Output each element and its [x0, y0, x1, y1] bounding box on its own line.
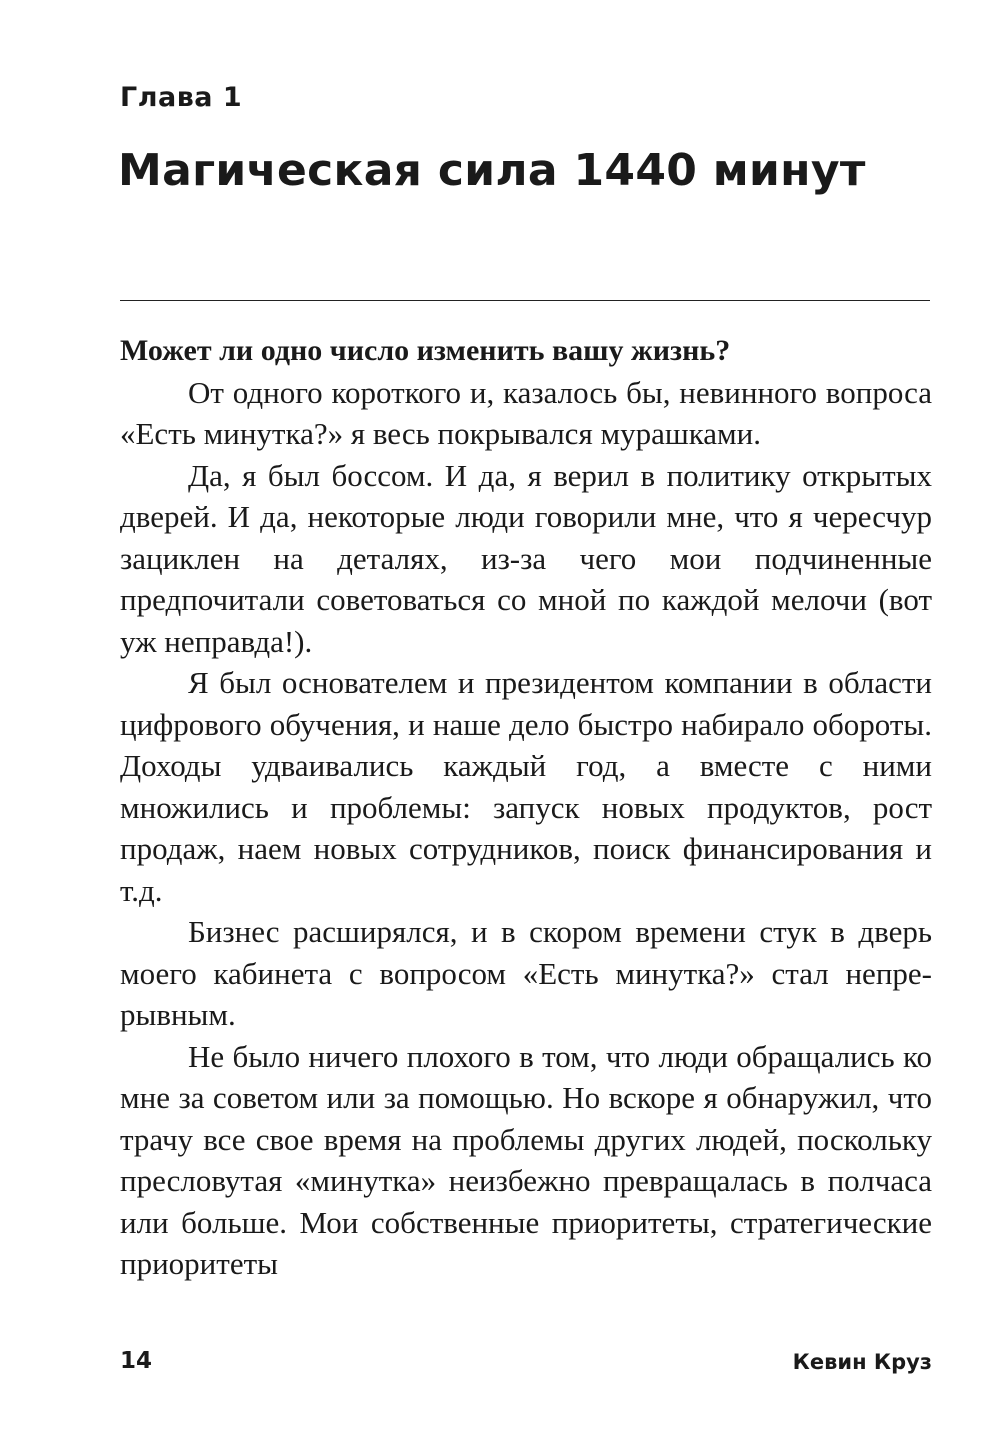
page-number: 14: [120, 1348, 153, 1374]
paragraph: Не было ничего плохого в том, что люди обращались ко мне за советом или за помощью. Но вскоре я обнаружил, что трачу все свое время на проблемы других людей, поскольку пресловутая «минутка» неизбежно превращалась в полчаса или больше. Мои собственные приоритеты, стратегические приоритеты: [120, 1038, 932, 1281]
paragraph: Я был основателем и президентом компании в области цифрового обучения, и наше дело быстро набирало обороты. Доходы удваивались каждый год, а вместе с ними множились и проблемы: запуск новых продуктов, рост продаж, наем новых сотрудников, поиск финансирования и т.д.: [120, 665, 932, 908]
body-text: [120, 330, 932, 1285]
paragraph: Да, я был боссом. И да, я верил в политику открытых дверей. И да, некоторые люди говорили мне, что я чересчур зациклен на деталях, из-за чего мои подчиненные предпочитали советоваться со мной по каждой мелочи (вот уж неправда!).: [120, 457, 932, 659]
chapter-label: Глава 1: [120, 82, 243, 113]
paragraph: От одного короткого и, казалось бы, невинного вопроса «Есть минутка?» я весь покрывался мурашками.: [120, 374, 932, 451]
running-footer-author: Кевин Круз: [792, 1350, 932, 1374]
section-divider: [120, 300, 930, 301]
section-heading: Может ли одно число изменить вашу жизнь?: [120, 334, 731, 367]
chapter-title: Магическая сила 1440 минут: [118, 145, 866, 196]
paragraph: Бизнес расширялся, и в скором времени стук в дверь моего кабинета с вопросом «Есть минутка?» стал непрерывным.: [120, 914, 932, 1032]
